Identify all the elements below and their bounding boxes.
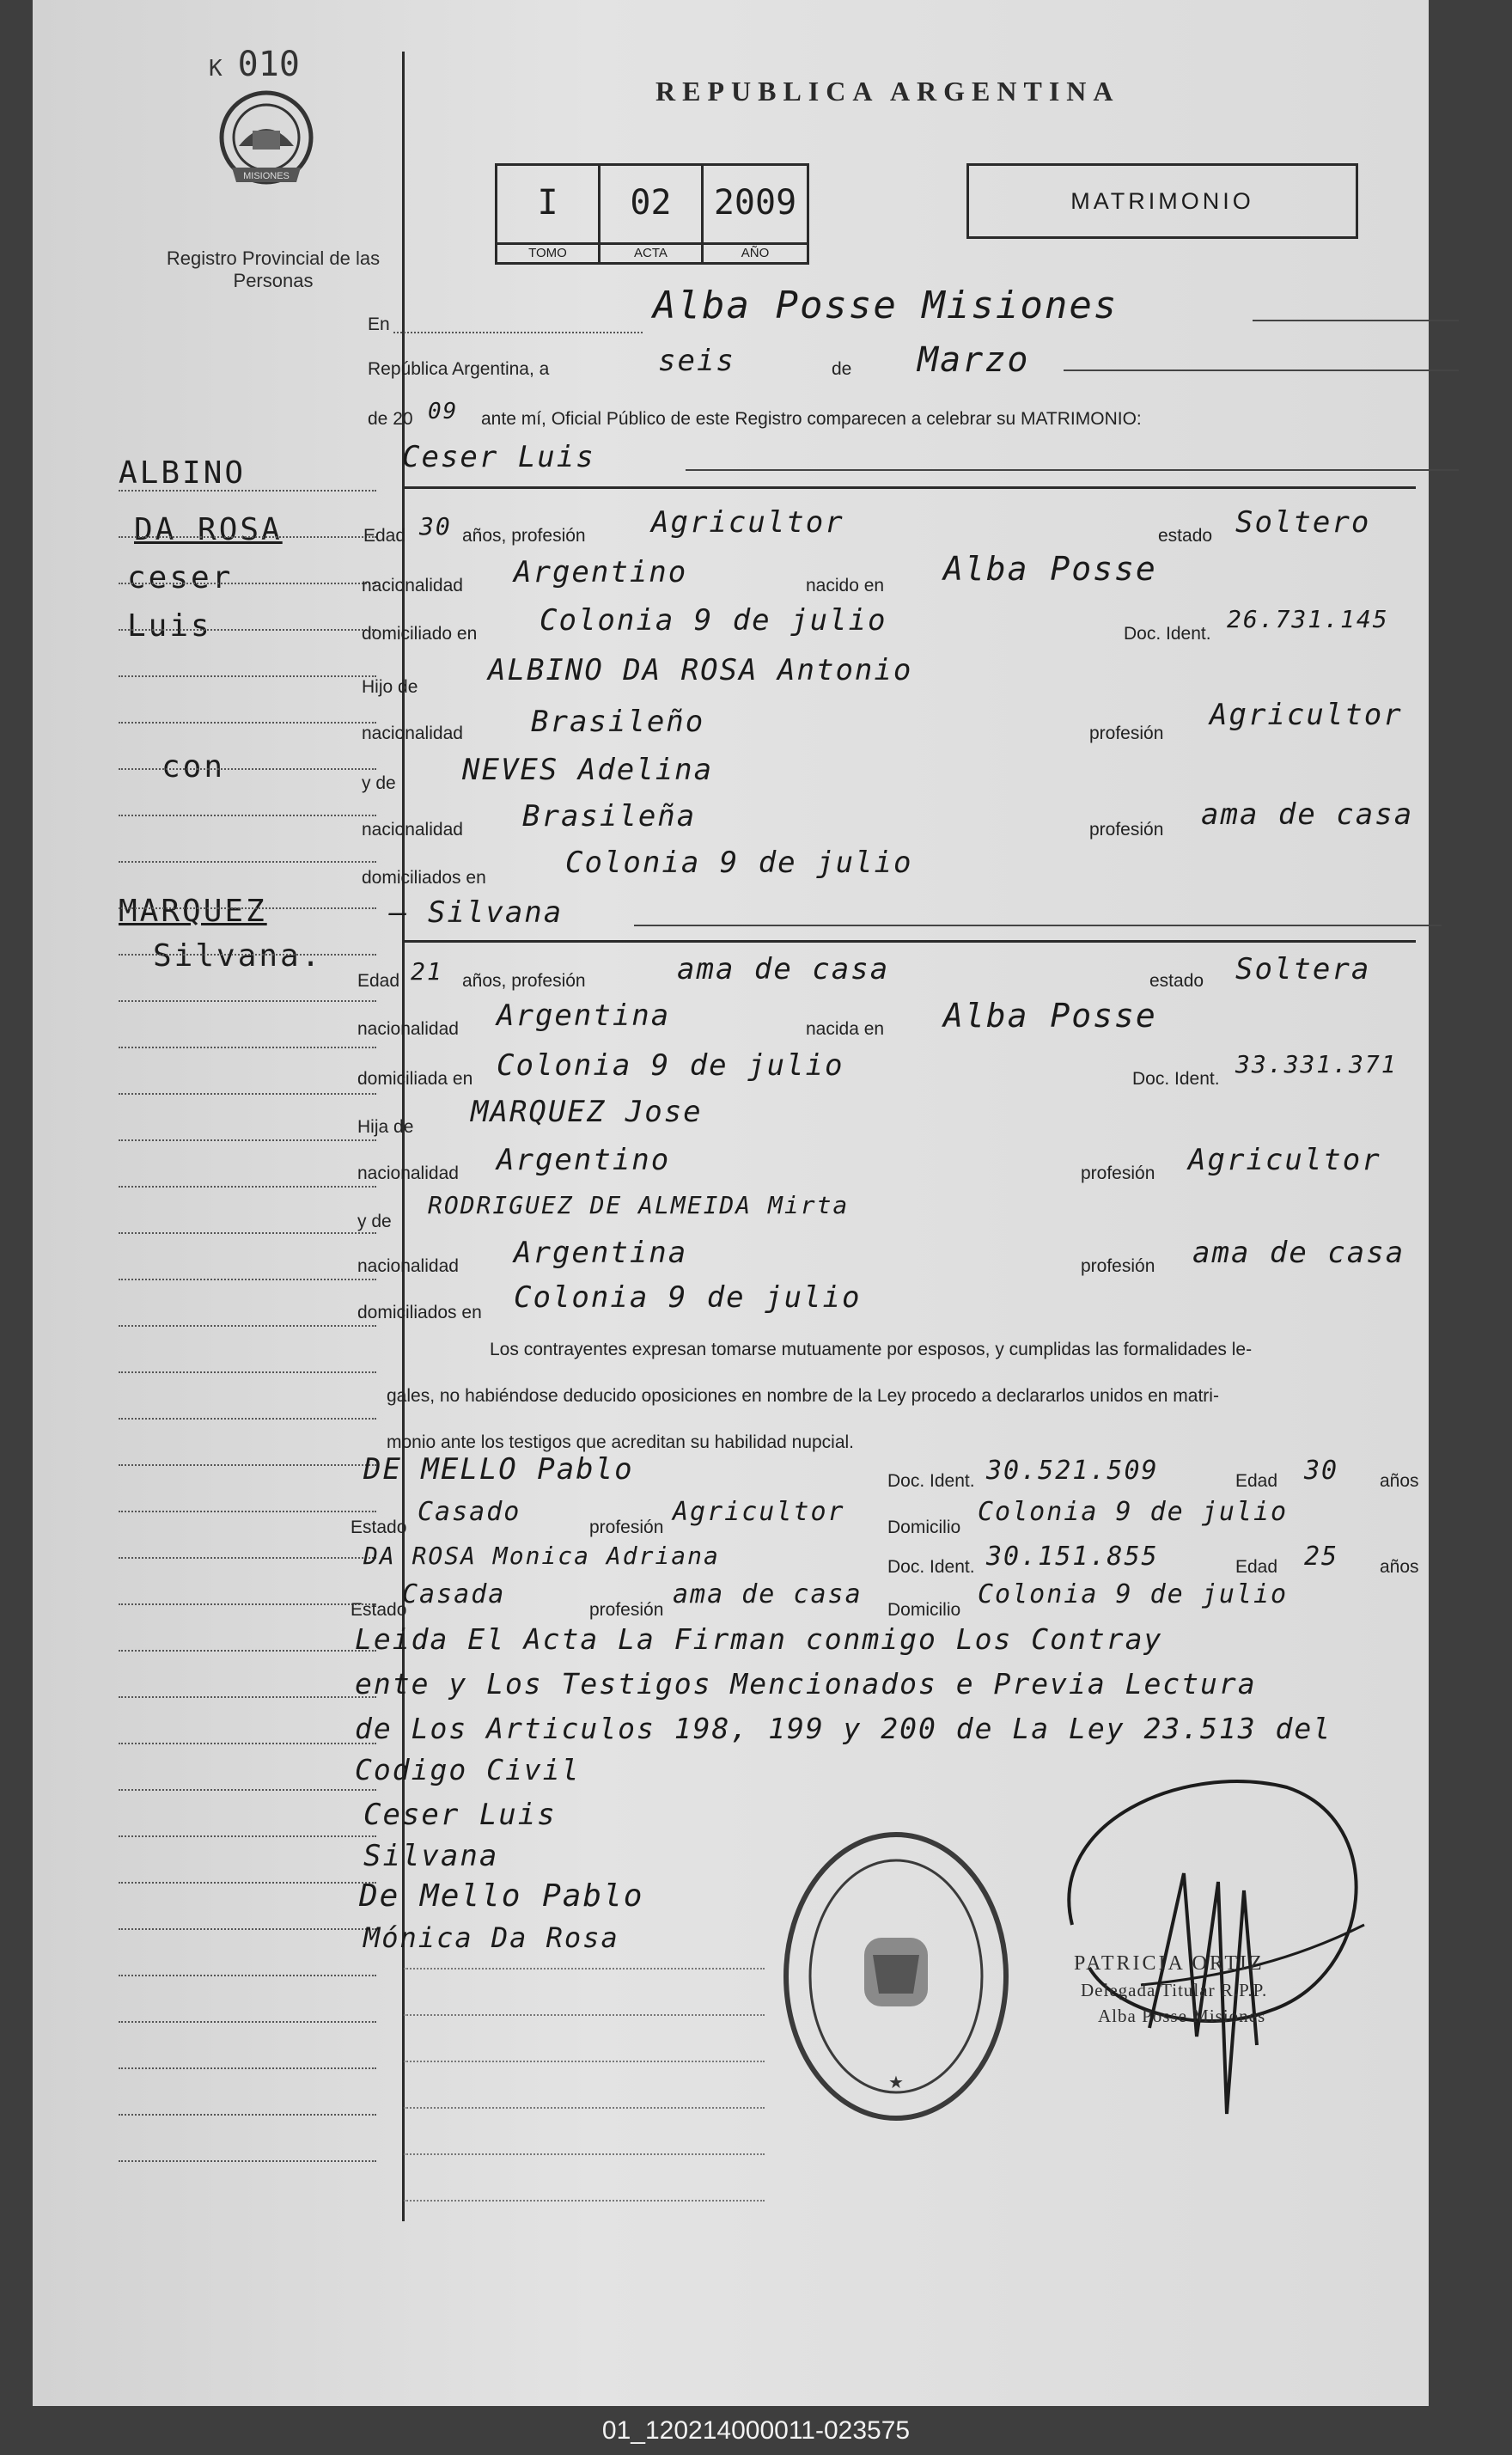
margin-ruled-line	[119, 1232, 376, 1234]
margin-ruled-line	[119, 1418, 376, 1420]
blank-ruled-line	[404, 1968, 765, 1969]
margin-ruled-line	[119, 2160, 376, 2162]
margin-ruled-line	[119, 1000, 376, 1002]
margin-ruled-line	[119, 1093, 376, 1095]
groom-mother: NEVES Adelina	[462, 753, 714, 787]
bride-nationality: Argentina	[497, 998, 671, 1033]
bride-mother: RODRIGUEZ DE ALMEIDA Mirta	[428, 1191, 850, 1219]
margin-note: Silvana.	[153, 938, 323, 974]
bride-name: — Silvana	[389, 895, 564, 930]
groom-separator	[404, 486, 1416, 489]
margin-ruled-line	[119, 1186, 376, 1188]
bride-doc-label: Doc. Ident.	[1132, 1069, 1220, 1089]
margin-note: DA ROSA	[134, 512, 283, 547]
tomo-label: TOMO	[497, 242, 598, 262]
blank-ruled-line	[404, 2014, 765, 2016]
margin-ruled-line	[119, 1603, 376, 1605]
header-title: REPUBLICA ARGENTINA	[655, 76, 1120, 107]
acta-value: 02	[630, 183, 672, 223]
witness1-profession: Agricultor	[673, 1497, 845, 1527]
acta-box	[495, 163, 809, 265]
margin-ruled-line	[119, 536, 376, 538]
groom-parents-dom-label: domiciliados en	[362, 868, 486, 888]
groom-father-nationality: Brasileño	[531, 705, 705, 739]
groom-mother-prof-label: profesión	[1089, 820, 1164, 840]
margin-ruled-line	[119, 1279, 376, 1280]
margin-note: ALBINO	[119, 455, 247, 491]
svg-text:★: ★	[888, 2073, 904, 2092]
groom-name: Ceser Luis	[402, 440, 595, 474]
groom-name-underline	[686, 469, 1459, 471]
bride-hija-label: Hija de	[357, 1117, 414, 1137]
groom-profesion-label: años, profesión	[462, 526, 586, 546]
bride-mother-nationality: Argentina	[514, 1236, 688, 1270]
margin-ruled-line	[119, 861, 376, 863]
bride-mother-nat-label: nacionalidad	[357, 1256, 459, 1276]
closing-line: Leida El Acta La Firman conmigo Los Contray	[355, 1622, 1163, 1656]
bride-mother-prof-label: profesión	[1081, 1256, 1155, 1276]
groom-nacido-label: nacido en	[806, 576, 885, 595]
groom-father-profession: Agricultor	[1210, 698, 1403, 732]
witness1-prof-label: profesión	[589, 1518, 664, 1537]
margin-ruled-line	[119, 583, 376, 584]
bride-parents-dom-label: domiciliados en	[357, 1303, 482, 1322]
bride-parents-address: Colonia 9 de julio	[514, 1280, 862, 1315]
bride-age: 21	[411, 957, 443, 986]
witness2-status: Casada	[402, 1579, 506, 1609]
groom-parents-address: Colonia 9 de julio	[565, 846, 913, 880]
sheet-number	[209, 45, 300, 84]
witness2-edad-label: Edad	[1235, 1557, 1278, 1577]
de-label: de	[832, 359, 852, 379]
document-type-box: MATRIMONIO	[966, 163, 1358, 239]
signature: De Mello Pablo	[359, 1878, 644, 1914]
groom-father-prof-label: profesión	[1089, 724, 1164, 743]
bride-name-underline	[634, 925, 1442, 926]
groom-edad-label: Edad	[363, 526, 406, 546]
groom-hijo-label: Hijo de	[362, 677, 418, 697]
month-underline	[1064, 369, 1459, 371]
groom-mother-nationality: Brasileña	[522, 799, 697, 834]
anio-value: 2009	[713, 183, 797, 223]
bride-father: MARQUEZ Jose	[471, 1095, 703, 1129]
witness1-doc: 30.521.509	[986, 1456, 1159, 1486]
margin-ruled-line	[119, 1835, 376, 1837]
bride-yde-label: y de	[357, 1212, 392, 1231]
bride-father-nationality: Argentino	[497, 1143, 671, 1177]
groom-doc-label: Doc. Ident.	[1124, 624, 1211, 644]
margin-ruled-line	[119, 722, 376, 724]
margin-ruled-line	[119, 768, 376, 770]
witness2-doc-label: Doc. Ident.	[887, 1557, 975, 1577]
margin-ruled-line	[119, 1650, 376, 1652]
margin-note: ceser	[127, 560, 234, 595]
blank-ruled-line	[404, 2200, 765, 2202]
groom-age: 30	[419, 512, 452, 540]
groom-mother-profession: ama de casa	[1201, 797, 1414, 832]
witness1-address: Colonia 9 de julio	[978, 1497, 1289, 1527]
witness1-status: Casado	[418, 1497, 521, 1527]
groom-profession: Agricultor	[651, 505, 844, 540]
margin-ruled-line	[119, 1975, 376, 1976]
groom-nat-label: nacionalidad	[362, 576, 463, 595]
witness2-profession: ama de casa	[673, 1579, 863, 1609]
bride-estado-label: estado	[1149, 971, 1204, 991]
anio-cell	[704, 166, 807, 262]
registry-stamp-icon	[771, 1817, 1021, 2135]
place-value: Alba Posse Misiones	[653, 284, 1119, 327]
bride-dom-label: domiciliada en	[357, 1069, 473, 1089]
bride-doc: 33.331.371	[1235, 1050, 1398, 1078]
margin-ruled-line	[119, 1139, 376, 1141]
groom-doc: 26.731.145	[1227, 605, 1389, 633]
bride-separator	[404, 940, 1416, 943]
tomo-cell	[497, 166, 601, 262]
witness2-doc: 30.151.855	[986, 1542, 1159, 1572]
margin-ruled-line	[119, 1789, 376, 1791]
groom-father: ALBINO DA ROSA Antonio	[488, 653, 913, 687]
margin-ruled-line	[119, 1557, 376, 1559]
signature: Silvana	[363, 1839, 499, 1873]
blank-ruled-line	[404, 2107, 765, 2109]
official-signature-icon	[1012, 1753, 1390, 2148]
en-label: En	[368, 315, 390, 334]
witness2-prof-label: profesión	[589, 1600, 664, 1620]
groom-address: Colonia 9 de julio	[540, 603, 887, 638]
groom-father-nat-label: nacionalidad	[362, 724, 463, 743]
bride-birthplace: Alba Posse	[943, 997, 1157, 1035]
official-place: Alba Posse Misiones	[1098, 2006, 1266, 2026]
month-value: Marzo	[918, 340, 1030, 380]
groom-dom-label: domiciliado en	[362, 624, 478, 644]
official-name: PATRICIA ORTIZ	[1074, 1952, 1265, 1975]
intro-text: ante mí, Oficial Público de este Registro comparecen a celebrar su MATRIMONIO:	[481, 409, 1142, 429]
witness2-dom-label: Domicilio	[887, 1600, 961, 1620]
groom-yde-label: y de	[362, 773, 396, 793]
year-suffix: 09	[428, 399, 459, 424]
closing-line: de Los Articulos 198, 199 y 200 de La Ley 23.513 del	[355, 1712, 1332, 1745]
margin-ruled-line	[119, 1464, 376, 1466]
margin-ruled-line	[119, 815, 376, 816]
bride-edad-label: Edad	[357, 971, 400, 991]
blank-ruled-line	[404, 2061, 765, 2062]
official-title: Delegada Titular R.P.P.	[1081, 1980, 1268, 2000]
bride-mother-profession: ama de casa	[1192, 1236, 1405, 1270]
place-underline	[1253, 320, 1459, 321]
declaration	[387, 1327, 1409, 1466]
margin-ruled-line	[119, 907, 376, 909]
en-dotline	[393, 332, 643, 333]
declaration-line: monio ante los testigos que acreditan su habilidad nupcial.	[387, 1432, 855, 1452]
declaration-line: Los contrayentes expresan tomarse mutuamente por esposos, y cumplidas las formalidades le-	[490, 1340, 1253, 1359]
witness1-name: DE MELLO Pablo	[363, 1452, 634, 1487]
margin-ruled-line	[119, 1743, 376, 1744]
groom-birthplace: Alba Posse	[943, 550, 1157, 588]
closing-line: ente y Los Testigos Mencionados e Previa Lectura	[355, 1667, 1257, 1701]
acta-cell	[601, 166, 704, 262]
margin-ruled-line	[119, 1371, 376, 1373]
bride-nat-label: nacionalidad	[357, 1019, 459, 1039]
margin-ruled-line	[119, 2114, 376, 2116]
bride-profesion-label: años, profesión	[462, 971, 586, 991]
margin-ruled-line	[119, 1511, 376, 1512]
groom-status: Soltero	[1235, 505, 1371, 540]
registry-label: Registro Provincial de las Personas	[166, 247, 381, 291]
margin-ruled-line	[119, 1882, 376, 1884]
closing-line: Codigo Civil	[355, 1753, 581, 1786]
logo-text: MISIONES	[243, 171, 290, 181]
margin-ruled-line	[119, 1047, 376, 1048]
margin-ruled-line	[119, 954, 376, 956]
certificate-page	[33, 0, 1429, 2406]
witness2-age: 25	[1304, 1542, 1339, 1572]
margin-ruled-line	[119, 1325, 376, 1327]
bride-nacida-label: nacida en	[806, 1019, 885, 1039]
margin-ruled-line	[119, 675, 376, 677]
acta-label: ACTA	[601, 242, 701, 262]
margin-ruled-line	[119, 2021, 376, 2023]
groom-nationality: Argentino	[514, 555, 688, 589]
margin-ruled-line	[119, 1696, 376, 1698]
witness2-estado-label: Estado	[351, 1600, 407, 1620]
witness1-age: 30	[1304, 1456, 1339, 1486]
bride-father-nat-label: nacionalidad	[357, 1163, 459, 1183]
witness2-name: DA ROSA Monica Adriana	[363, 1542, 720, 1570]
margin-ruled-line	[119, 1928, 376, 1930]
republica-label: República Argentina, a	[368, 359, 550, 379]
year-prefix: de 20	[368, 409, 413, 429]
signature: Mónica Da Rosa	[363, 1921, 619, 1954]
declaration-line: gales, no habiéndose deducido oposiciones en nombre de la Ley procedo a declararlos unidos en matri-	[387, 1386, 1219, 1406]
witness1-estado-label: Estado	[351, 1518, 407, 1537]
margin-ruled-line	[119, 629, 376, 631]
anio-label: AÑO	[704, 242, 807, 262]
day-value: seis	[658, 344, 735, 378]
witness2-address: Colonia 9 de julio	[978, 1579, 1289, 1609]
bride-profession: ama de casa	[677, 952, 890, 986]
groom-estado-label: estado	[1158, 526, 1213, 546]
witness2-anios-label: años	[1380, 1557, 1419, 1577]
witness1-anios-label: años	[1380, 1471, 1419, 1491]
margin-note: MARQUEZ	[119, 894, 267, 929]
margin-note: con	[162, 749, 226, 785]
sheet-number-value: 010	[237, 45, 300, 84]
margin-note: Luis	[127, 608, 212, 644]
sheet-prefix: K	[209, 56, 223, 82]
bride-status: Soltera	[1235, 952, 1371, 986]
margin-ruled-line	[119, 2067, 376, 2069]
witness1-edad-label: Edad	[1235, 1471, 1278, 1491]
blank-ruled-line	[404, 2153, 765, 2155]
bride-father-prof-label: profesión	[1081, 1163, 1155, 1183]
tomo-value: I	[537, 183, 558, 223]
signature: Ceser Luis	[363, 1798, 557, 1832]
witness1-doc-label: Doc. Ident.	[887, 1471, 975, 1491]
bride-address: Colonia 9 de julio	[497, 1048, 844, 1083]
groom-mother-nat-label: nacionalidad	[362, 820, 463, 840]
witness1-dom-label: Domicilio	[887, 1518, 961, 1537]
registry-seal-icon	[215, 86, 318, 206]
footer-filename: 01_120214000011-023575	[601, 2416, 911, 2445]
margin-ruled-line	[119, 490, 376, 492]
bride-father-profession: Agricultor	[1188, 1143, 1381, 1177]
